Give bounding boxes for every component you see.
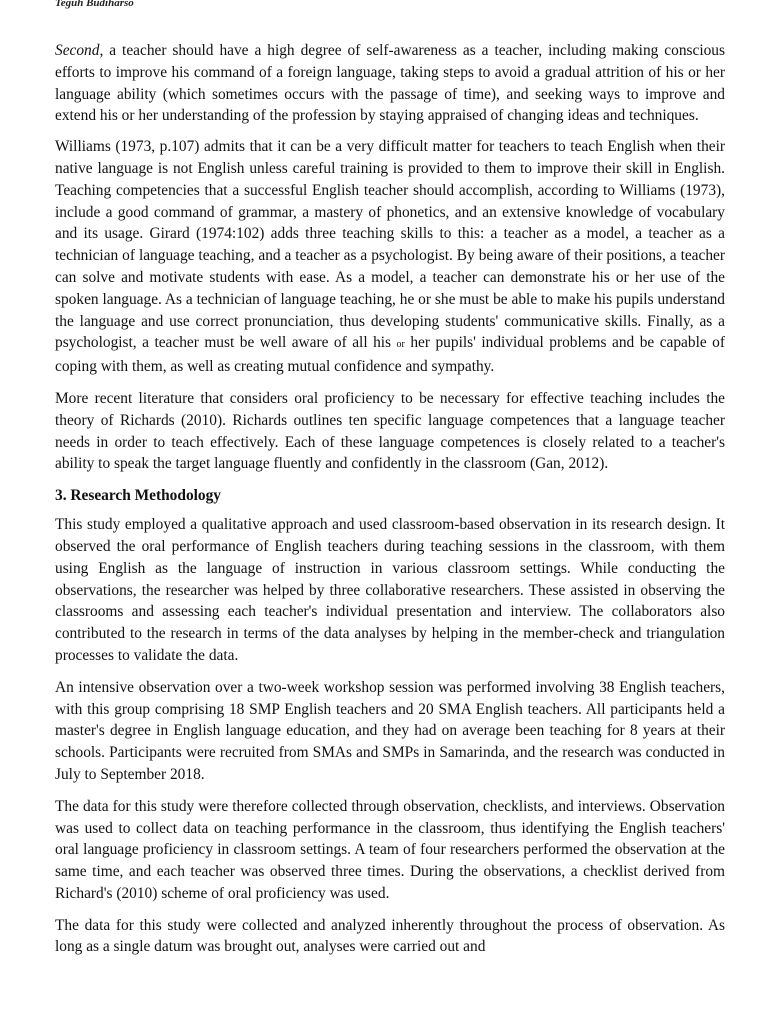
body-text [55, 40, 725, 968]
running-head: Teguh Budiharso [55, 0, 134, 9]
paragraph-small-word: or [396, 339, 405, 351]
paragraph-approach: This study employed a qualitative approach and used classroom-based observation in its research design. It observed the oral performance of English teachers during teaching sessions in the classroom, with them using English as the language of instruction in various classroom settings. While conducting the observations, the researcher was helped by three collaborative researchers. These assisted in observing the classrooms and assessing each teacher's individual presentation and interview. The collaborators also contributed to the research in terms of the data analyses by helping in the member-check and triangulation processes to validate the data. [55, 516, 725, 664]
paragraph-data-collection: The data for this study were therefore collected through observation, checklists, and interviews. Observation was used to collect data on teaching performance in the classroom, thus identifying the English teachers' oral language proficiency in classroom settings. A team of four researchers performed the observation at the same time, and each teacher was observed three times. During the observations, a checklist derived from Richard's (2010) scheme of oral proficiency was used. [55, 797, 725, 902]
paragraph-participants: An intensive observation over a two-week workshop session was performed involving 38 English teachers, with this group comprising 18 SMP English teachers and 20 SMA English teachers. All participants held a master's degree in English language education, and they had on average been teaching for 8 years at their schools. Participants were recruited from SMAs and SMPs in Samarinda, and the research was conducted in July to September 2018. [55, 678, 725, 783]
paragraph-text: her pupils' individual problems and be capable of coping with them, as well as creating mutual confidence and sympathy. [55, 334, 725, 376]
paragraph-second-point [55, 40, 725, 127]
paragraph-williams [55, 136, 725, 378]
paragraph-richards: More recent literature that considers oral proficiency to be necessary for effective teaching includes the theory of Richards (2010). Richards outlines ten specific language competences that a language teacher needs in order to teach effectively. Each of these language competences is closely related to a teacher's ability to speak the target language fluently and confidently in the classroom (Gan, 2012). [55, 389, 725, 473]
paragraph-lead-word: Second, [55, 42, 104, 59]
paragraph-text: Williams (1973, p.107) admits that it can be a very difficult matter for teachers to teach English when their native language is not English unless careful training is provided to them to improve their skill in English. Teaching competencies that a successful English teacher should accomplish, according to Williams (1973), include a good command of grammar, a mastery of phonetics, and an extensive knowledge of vocabulary and its usage. Girard (1974:102) adds three teaching skills to this: a teacher as a model, a teacher as a technician of language teaching, and a teacher as a psychologist. By being aware of their positions, a teacher can solve and motivate students with ease. As a model, a teacher can demonstrate his or her use of the spoken language. As a technician of language teaching, he or she must be able to make his pupils understand the language and use correct pronunciation, thus developing students' communicative skills. Finally, as a psychologist, a teacher must be well aware of all his [55, 138, 725, 352]
paragraph-data-analysis: The data for this study were collected and analyzed inherently throughout the process of observation. As long as a single datum was brought out, analyses were carried out and [55, 916, 725, 956]
section-heading: 3. Research Methodology [55, 487, 221, 505]
paragraph-text: a teacher should have a high degree of self-awareness as a teacher, including making conscious efforts to improve his command of a foreign language, taking steps to avoid a gradual attrition of his or her language ability (which sometimes occurs with the passage of time), and seeking ways to improve and extend his or her understanding of the profession by staying appraised of changing ideas and techniques. [55, 42, 725, 125]
